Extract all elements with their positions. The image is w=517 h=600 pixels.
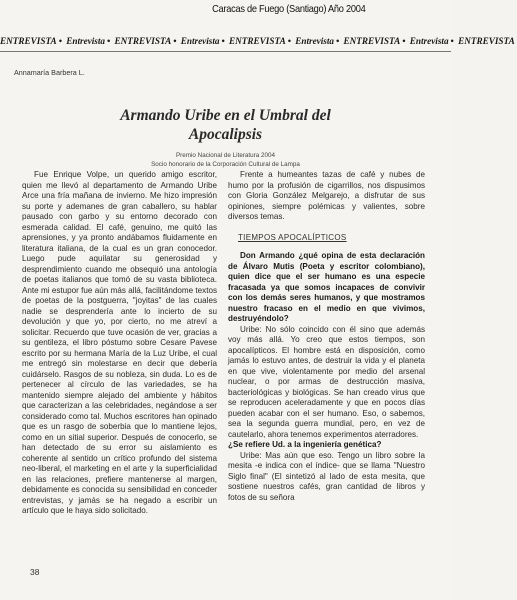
- interview-answer: Uribe: No sólo coincido con él sino que además voy más allá. Yo creo que estos tiempos, son apocalípticos. El hombre está en disposición, como jamás lo estuvo antes, de destruir la vida y el planeta en que vive, violentamente por medio del arsenal nuclear, o por armas de destrucción masiva, bacteriológicas y biológicas. Se han creado virus que se reproducen aceleradamente y que en pocos días pueden acabar con el ser humano. Eso, o sabemos, sea la segunda guerra mundial, pero, en vez de cautelarlo, ahora tenemos experimentos aterradores.: [228, 324, 425, 439]
- interview-question: Don Armando ¿qué opina de esta declaración de Álvaro Mutis (Poeta y escritor colombiano), quien dice que el ser humano es una especie fracasada ya que somos incapaces de convivir con los demás seres humanos, y que mostramos nuestro fracaso en el medio en que vivimos, destruyéndolo?: [228, 251, 425, 323]
- section-heading: TIEMPOS APOCALÍPTICOS: [238, 232, 347, 242]
- banner-item: Entrevista: [409, 36, 449, 46]
- banner-item: ENTREVISTA: [0, 36, 57, 46]
- author-name: Annamaría Barbera L.: [14, 68, 85, 77]
- intro-paragraph: Frente a humeantes tazas de café y nubes de humo por la profusión de cigarrillos, nos dispusimos con Gloria González Melgarejo, a disfrutar de sus opiniones, siempre polémicas y valientes, sobre diversos temas.: [228, 170, 425, 221]
- article-title-line2: Apocalipsis: [188, 126, 263, 143]
- interview-question: ¿Se refiere Ud. a la ingeniería genética?: [228, 440, 382, 449]
- page-number: 38: [30, 567, 40, 577]
- interview-answer: Uribe: Mas aún que eso. Tengo un libro sobre la mesita -e indica con el índice- que se llama "Nuestro Siglo final" (El sintetizó al lado de esta mesita, que sostiene nuestros cafés, gran cantidad de libros y fotos de su señora: [228, 450, 425, 502]
- credit-line1: Premio Nacional de Literatura 2004: [175, 152, 276, 159]
- section-banner: ENTREVISTA • Entrevista • ENTREVISTA • Entrevista • ENTREVISTA • Entrevista • ENTREVISTA • Entrevista • ENTREVISTA: [0, 36, 515, 46]
- left-column: [22, 170, 217, 517]
- banner-item: Entrevista: [295, 36, 335, 46]
- banner-item: ENTREVISTA: [343, 36, 401, 46]
- banner-item: Entrevista: [180, 36, 220, 46]
- credit-line2: Socio honorario de la Corporación Cultural de Lampa: [151, 161, 300, 168]
- body-paragraph: Fue Enrique Volpe, un querido amigo escritor, quien me llevó al departamento de Armando Uribe Arce una fría mañana de invierno. Me hizo impresión su porte y ademanes de gran caballero, su hablar pausado con garbo y su entorno decorado con esmerada calidad. El café, genuino, me quitó las aprensiones, y ya pronto andábamos fluidamente en literatura italiana, de la cual es un gran conocedor. Luego pude aquilatar su generosidad y desprendimiento cuando me obsequió una antología de poetas italianos que tomó de su vasta biblioteca. Ante mi estupor fue aún más allá, facilitándome textos de poetas de la postguerra, "joyitas" de las cuales nadie se desprendería ante lo incierto de su devolución y que yo, por cierto, no me atreví a solicitar. Recuerdo que tuve ocasión de ver, gracias a su gentileza, el libro póstumo sobre Cesare Pavese escrito por su hermana María de la Luz Uribe, el cual me entregó sin molestarse en decir que debería cuidárselo. Rasgos de su nobleza, sin duda. Lo es de pertenecer al círculo de las variedades, se ha mantenido siempre alejado del ambiente y hábitos que caracterizan a las celebridades, negándose a ser considerado como tal. Muchos escritores han opinado que es un rasgo de soberbia que lo mantiene lejos, como en un sitial superior. Después de conocerlo, se han detectado de su error su aislamiento es coherente al sentido un crítico profundo del sistema neo-liberal, el marketing en el arte y la superficialidad en las relaciones, prefiere mantenerse al margen, debidamente es conocida su sensibilidad en conceder entrevistas, y jamás se ha negado a escribir un artículo que le haya sido solicitado.: [22, 170, 217, 515]
- banner-item: ENTREVISTA: [229, 36, 286, 46]
- handwritten-source-note: Caracas de Fuego (Santiago) Año 2004: [212, 3, 366, 15]
- right-column: [228, 170, 425, 503]
- banner-item: Entrevista: [66, 36, 105, 46]
- banner-item: ENTREVISTA: [114, 36, 172, 46]
- banner-item: ENTREVISTA: [458, 36, 515, 46]
- banner-rule: [0, 51, 451, 52]
- article-title-line1: Armando Uribe en el Umbral del: [120, 107, 331, 124]
